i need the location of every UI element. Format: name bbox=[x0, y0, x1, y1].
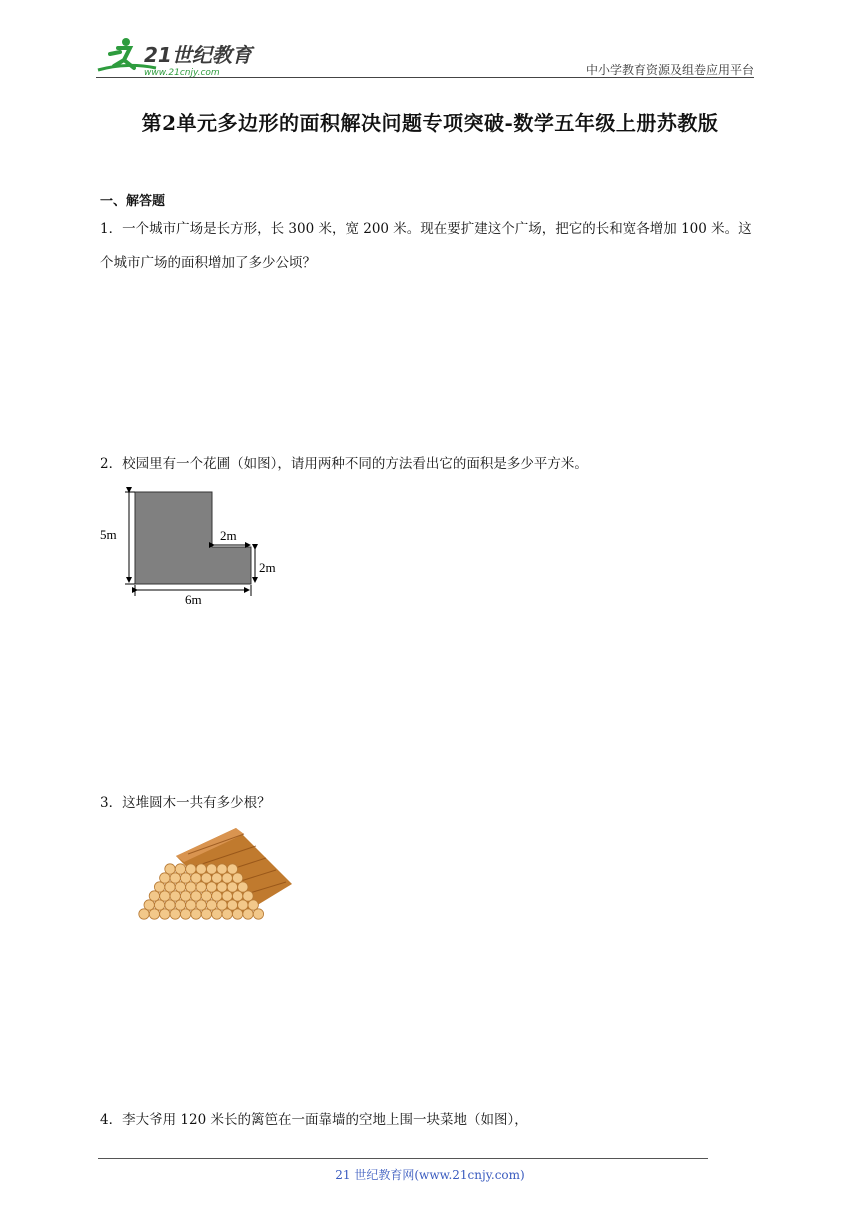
log-end bbox=[196, 864, 206, 874]
question-1 bbox=[100, 212, 760, 280]
log-end bbox=[217, 864, 227, 874]
footer-text: 21 世纪教育网(www.21cnjy.com) bbox=[335, 1168, 525, 1182]
footer-divider bbox=[98, 1158, 708, 1159]
height-label: 5m bbox=[100, 527, 117, 542]
question-2 bbox=[100, 447, 760, 481]
log-end bbox=[175, 864, 185, 874]
log-pile-image bbox=[136, 826, 296, 922]
base-label: 6m bbox=[185, 592, 202, 606]
logo-main-text: 21世纪教育 bbox=[144, 43, 252, 67]
notch-width-label: 2m bbox=[220, 528, 237, 543]
question-text: 李大爷用 120 米长的篱笆在一面靠墙的空地上围一块菜地（如图）， bbox=[122, 1112, 528, 1128]
question-4 bbox=[100, 1103, 760, 1137]
question-text: 校园里有一个花圃（如图），请用两种不同的方法看出它的面积是多少平方米。 bbox=[122, 456, 588, 472]
question-3 bbox=[100, 786, 760, 820]
log-end bbox=[186, 864, 196, 874]
question-number: 1． bbox=[100, 221, 123, 237]
question-text: 一个城市广场是长方形，长 300 米，宽 200 米。现在要扩建这个广场，把它的长和宽各增加 100 米。这个城市广场的面积增加了多少公顷？ bbox=[100, 221, 752, 271]
site-logo bbox=[96, 34, 266, 78]
log-end bbox=[165, 864, 175, 874]
flowerbed-figure bbox=[98, 486, 288, 606]
platform-text: 中小学教育资源及组卷应用平台 bbox=[585, 63, 754, 77]
question-number: 4． bbox=[100, 1112, 123, 1128]
document-title: 第2单元多边形的面积解决问题专项突破-数学五年级上册苏教版 bbox=[141, 111, 719, 135]
logo-url-text: www.21cnjy.com bbox=[144, 68, 220, 78]
header-divider bbox=[96, 77, 754, 78]
section-heading: 一、解答题 bbox=[100, 194, 166, 209]
question-number: 2． bbox=[100, 456, 123, 472]
log-end bbox=[206, 864, 216, 874]
question-text: 这堆圆木一共有多少根？ bbox=[122, 795, 271, 811]
notch-height-label: 2m bbox=[259, 560, 276, 575]
question-number: 3． bbox=[100, 795, 123, 811]
log-end bbox=[227, 864, 237, 874]
